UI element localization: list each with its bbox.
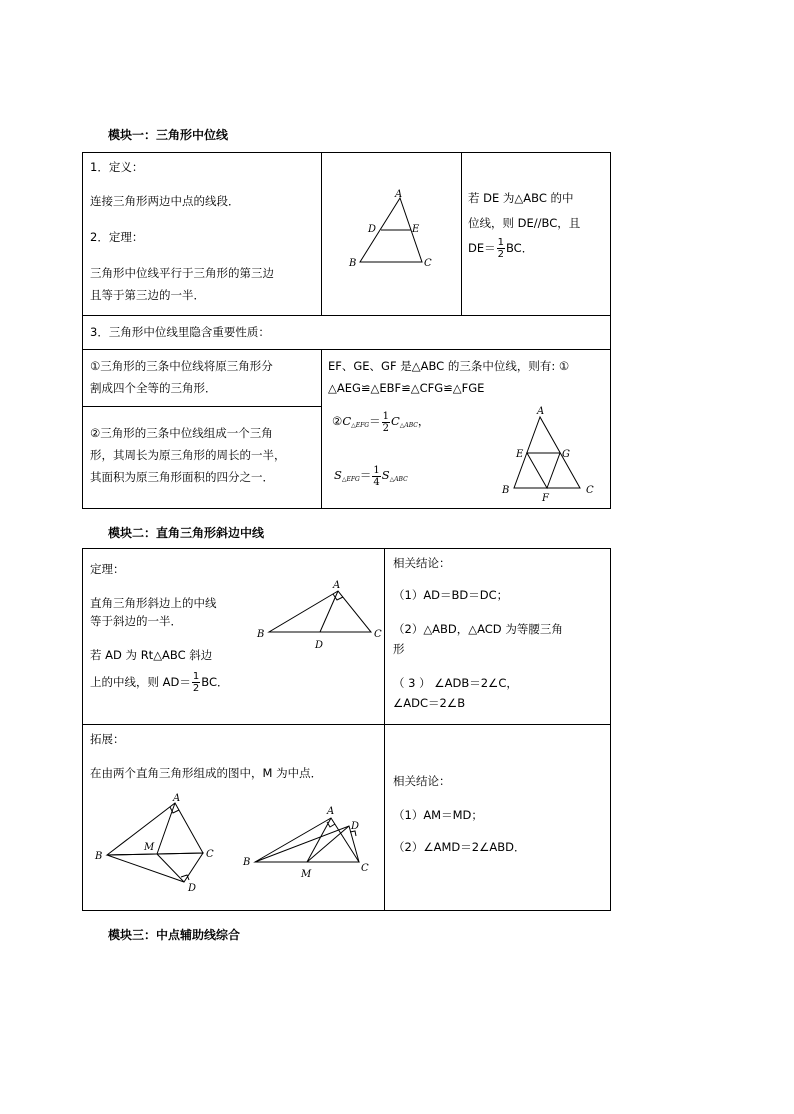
label-B: B (95, 851, 103, 862)
label-A: A (327, 806, 335, 817)
label-M: M (301, 869, 312, 880)
conclusion-heading: 相关结论： (393, 556, 451, 570)
property1-cell (83, 349, 322, 406)
property-figure-cell (322, 349, 610, 508)
extension-cell (83, 724, 385, 910)
label-C: C (206, 849, 214, 860)
midline-figure-cell (322, 153, 462, 315)
midline-statement-cell (462, 153, 611, 315)
label-M: M (144, 842, 155, 853)
label-D: D (351, 821, 360, 832)
right-triangle-theorem-cell (83, 549, 385, 724)
statement-prefix: DE＝ (468, 241, 496, 255)
property1-line1: ①三角形的三条中位线将原三角形分 (90, 359, 273, 373)
def-heading: 1．定义： (90, 160, 144, 174)
congruence-statement: △AEG≌△EBF≌△CFG≌△FGE (328, 381, 485, 395)
statement-suffix: BC． (506, 241, 534, 255)
perimeter-relation: $②C_{\triangle EFG}=$ $\frac{1}{2}$ $C_{\triangle ABC}$， (332, 410, 430, 434)
module1-title: 模块一：三角形中位线 (108, 128, 229, 142)
fraction-half: $\frac{1}{2}$ (497, 237, 504, 260)
statement-line2: 位线，则 DE//BC，且 (468, 216, 581, 230)
property-heading: 3．三角形中位线里隐含重要性质： (90, 325, 270, 339)
ext-conclusion-2: （2）∠AMD＝2∠ABD． (393, 840, 526, 854)
statement-line3 (468, 235, 533, 261)
label-A: A (395, 189, 403, 200)
module2-table (82, 548, 611, 911)
label-B: B (502, 485, 510, 496)
rt-theorem-line4: 上的中线，则 AD＝ $\frac{1}{2}$ BC． (90, 671, 229, 694)
conclusion-2a: （2）△ABD，△ACD 为等腰三角 (393, 622, 563, 636)
label-D: D (315, 640, 324, 651)
module2-title: 模块二：直角三角形斜边中线 (108, 526, 265, 540)
extension-heading: 拓展： (90, 732, 125, 746)
property2-cell (83, 406, 322, 508)
conclusion-2b: 形 (393, 642, 405, 656)
medial-triangle-figure (492, 402, 607, 508)
ext-conclusion-heading: 相关结论： (393, 774, 451, 788)
label-D: D (368, 224, 377, 235)
label-C: C (424, 258, 432, 269)
theorem-line1: 三角形中位线平行于三角形的第三边 (90, 266, 274, 280)
fraction-quarter: $\frac{1}{4}$ (373, 464, 380, 488)
rt-theorem-line1: 直角三角形斜边上的中线 (90, 596, 217, 610)
label-B: B (257, 629, 265, 640)
statement-line1: 若 DE 为△ABC 的中 (468, 191, 574, 205)
label-B: B (349, 258, 357, 269)
module3-title: 模块三：中点辅助线综合 (108, 928, 241, 942)
right-triangle-median-figure (253, 577, 383, 657)
property2-line1: ②三角形的三条中位线组成一个三角 (90, 426, 273, 440)
label-C: C (374, 629, 382, 640)
definition-cell (83, 153, 322, 315)
extension-figure-1 (93, 791, 233, 895)
fraction-half-2: $\frac{1}{2}$ (382, 410, 389, 434)
theorem-line2: 且等于第三边的一半． (90, 288, 205, 302)
label-E: E (516, 449, 524, 460)
extension-conclusions-cell (385, 724, 611, 910)
label-A: A (173, 793, 181, 804)
extension-figure-2 (241, 801, 381, 883)
property2-line3: 其面积为原三角形面积的四分之一． (90, 470, 274, 484)
rt-theorem-line3: 若 AD 为 Rt△ABC 斜边 (90, 648, 213, 662)
theorem-heading: 2．定理： (90, 230, 144, 244)
label-A: A (537, 406, 545, 417)
midlines-statement: EF、GE、GF 是△ABC 的三条中位线，则有: ① (328, 359, 570, 373)
ext-conclusion-1: （1）AM＝MD； (393, 808, 483, 822)
label-E: E (412, 224, 420, 235)
property1-line2: 割成四个全等的三角形． (90, 381, 217, 395)
area-relation: $S_{\triangle EFG}=$ $\frac{1}{4}$ $S_{\triangle ABC}$ (334, 464, 408, 488)
label-C: C (361, 863, 369, 874)
midline-triangle-figure (322, 153, 461, 315)
property2-line2: 形，其周长为原三角形的周长的一半， (90, 448, 286, 462)
fraction-half-3: $\frac{1}{2}$ (192, 671, 200, 694)
label-B: B (243, 857, 251, 868)
rt-theorem-line2: 等于斜边的一半． (90, 614, 182, 628)
extension-text: 在由两个直角三角形组成的图中，M 为中点． (90, 766, 323, 780)
module1-table (82, 152, 611, 509)
label-G: G (562, 449, 570, 460)
def-text: 连接三角形两边中点的线段． (90, 194, 240, 208)
rt-theorem-heading: 定理： (90, 562, 125, 576)
label-D: D (188, 883, 197, 894)
label-A: A (333, 580, 341, 591)
label-F: F (542, 493, 549, 504)
conclusion-3b: ∠ADC＝2∠B (393, 696, 466, 710)
conclusion-3a: （ 3 ） ∠ADB＝2∠C， (393, 676, 518, 690)
rt-conclusions-cell (385, 549, 611, 724)
property-heading-cell (83, 315, 610, 349)
label-C: C (586, 485, 594, 496)
conclusion-1: （1）AD＝BD＝DC； (393, 588, 509, 602)
